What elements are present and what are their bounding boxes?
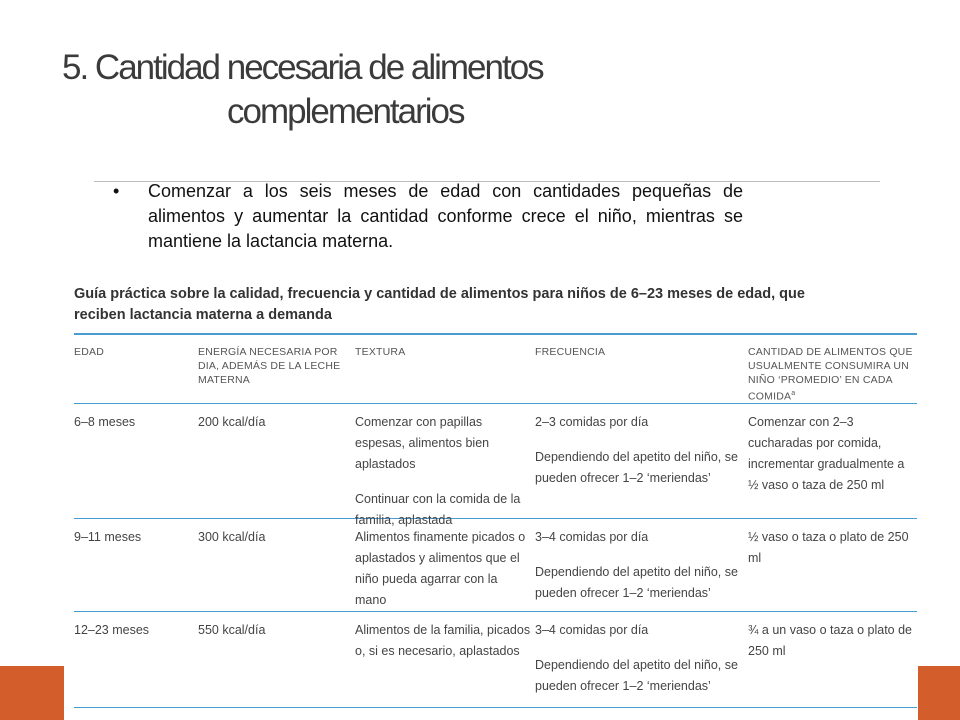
frecuencia-text-2: Dependiendo del apetito del niño, se pueden ofrecer 1–2 ‘meriendas’	[535, 565, 738, 600]
cell-cantidad: ¾ a un vaso o taza o plato de 250 ml	[748, 623, 913, 658]
textura-text-1: Alimentos de la familia, picados o, si es necesario, aplastados	[355, 623, 531, 658]
bullet-text: Comenzar a los seis meses de edad con cantidades pequeñas de alimentos y aumentar la cantidad conforme crece el niño, mientras se mantiene la lactancia materna.	[148, 181, 743, 251]
cell-frecuencia	[535, 527, 745, 604]
header-frecuencia: FRECUENCIA	[535, 346, 606, 358]
cell-energia: 300 kcal/día	[198, 530, 266, 544]
cell-textura	[355, 412, 531, 531]
cell-energia: 200 kcal/día	[198, 415, 266, 429]
cell-frecuencia	[535, 620, 745, 697]
cell-textura	[355, 620, 531, 662]
table-row	[74, 519, 917, 612]
cell-frecuencia	[535, 412, 745, 489]
cell-edad: 6–8 meses	[74, 415, 136, 429]
cell-textura	[355, 527, 531, 611]
bullet-dot-icon: •	[113, 181, 120, 201]
header-cantidad-text: CANTIDAD DE ALIMENTOS QUE USUALMENTE CONSUMIRA UN NIÑO ‘PROMEDIO’ EN CADA COMIDA	[748, 346, 913, 403]
accent-bar-left	[0, 666, 64, 720]
frecuencia-text-2: Dependiendo del apetito del niño, se pueden ofrecer 1–2 ‘meriendas’	[535, 658, 738, 693]
cell-edad: 9–11 meses	[74, 530, 142, 544]
header-cantidad	[748, 345, 916, 404]
header-edad: EDAD	[74, 346, 104, 358]
feeding-guide-table	[74, 335, 917, 708]
feeding-guide-figure	[64, 276, 918, 720]
header-textura: TEXTURA	[355, 346, 406, 358]
bullet-point	[113, 179, 743, 254]
slide-title-line-1: 5. Cantidad necesaria de alimentos	[62, 48, 543, 87]
slide-title-line-2: complementarios	[227, 92, 464, 131]
guide-title: Guía práctica sobre la calidad, frecuencia y cantidad de alimentos para niños de 6–23 meses de edad, que reciben lactancia materna a demanda	[74, 286, 805, 323]
cell-cantidad: ½ vaso o taza o plato de 250 ml	[748, 530, 909, 565]
accent-bar-right	[918, 666, 960, 720]
cell-edad: 12–23 meses	[74, 623, 150, 637]
header-energia: ENERGÍA NECESARIA POR DIA, ADEMÁS DE LA LECHE MATERNA	[198, 346, 341, 386]
cell-cantidad: Comenzar con 2–3 cucharadas por comida, incrementar gradualmente a ½ vaso o taza de 250 ml	[748, 415, 905, 492]
textura-text-1: Alimentos finamente picados o aplastados y alimentos que el niño pueda agarrar con la mano	[355, 530, 526, 607]
footnote-marker: a	[791, 390, 796, 397]
cell-energia: 550 kcal/día	[198, 623, 266, 637]
textura-text-1: Comenzar con papillas espesas, alimentos bien aplastados	[355, 415, 490, 471]
frecuencia-text-2: Dependiendo del apetito del niño, se pueden ofrecer 1–2 ‘meriendas’	[535, 450, 738, 485]
frecuencia-text-1: 2–3 comidas por día	[535, 415, 649, 429]
textura-text-2: Continuar con la comida de la familia, aplastada	[355, 492, 521, 527]
table-header-row	[74, 335, 917, 404]
table-row	[74, 612, 917, 708]
frecuencia-text-1: 3–4 comidas por día	[535, 530, 649, 544]
table-row	[74, 404, 917, 527]
frecuencia-text-1: 3–4 comidas por día	[535, 623, 649, 637]
slide-title	[62, 46, 702, 134]
